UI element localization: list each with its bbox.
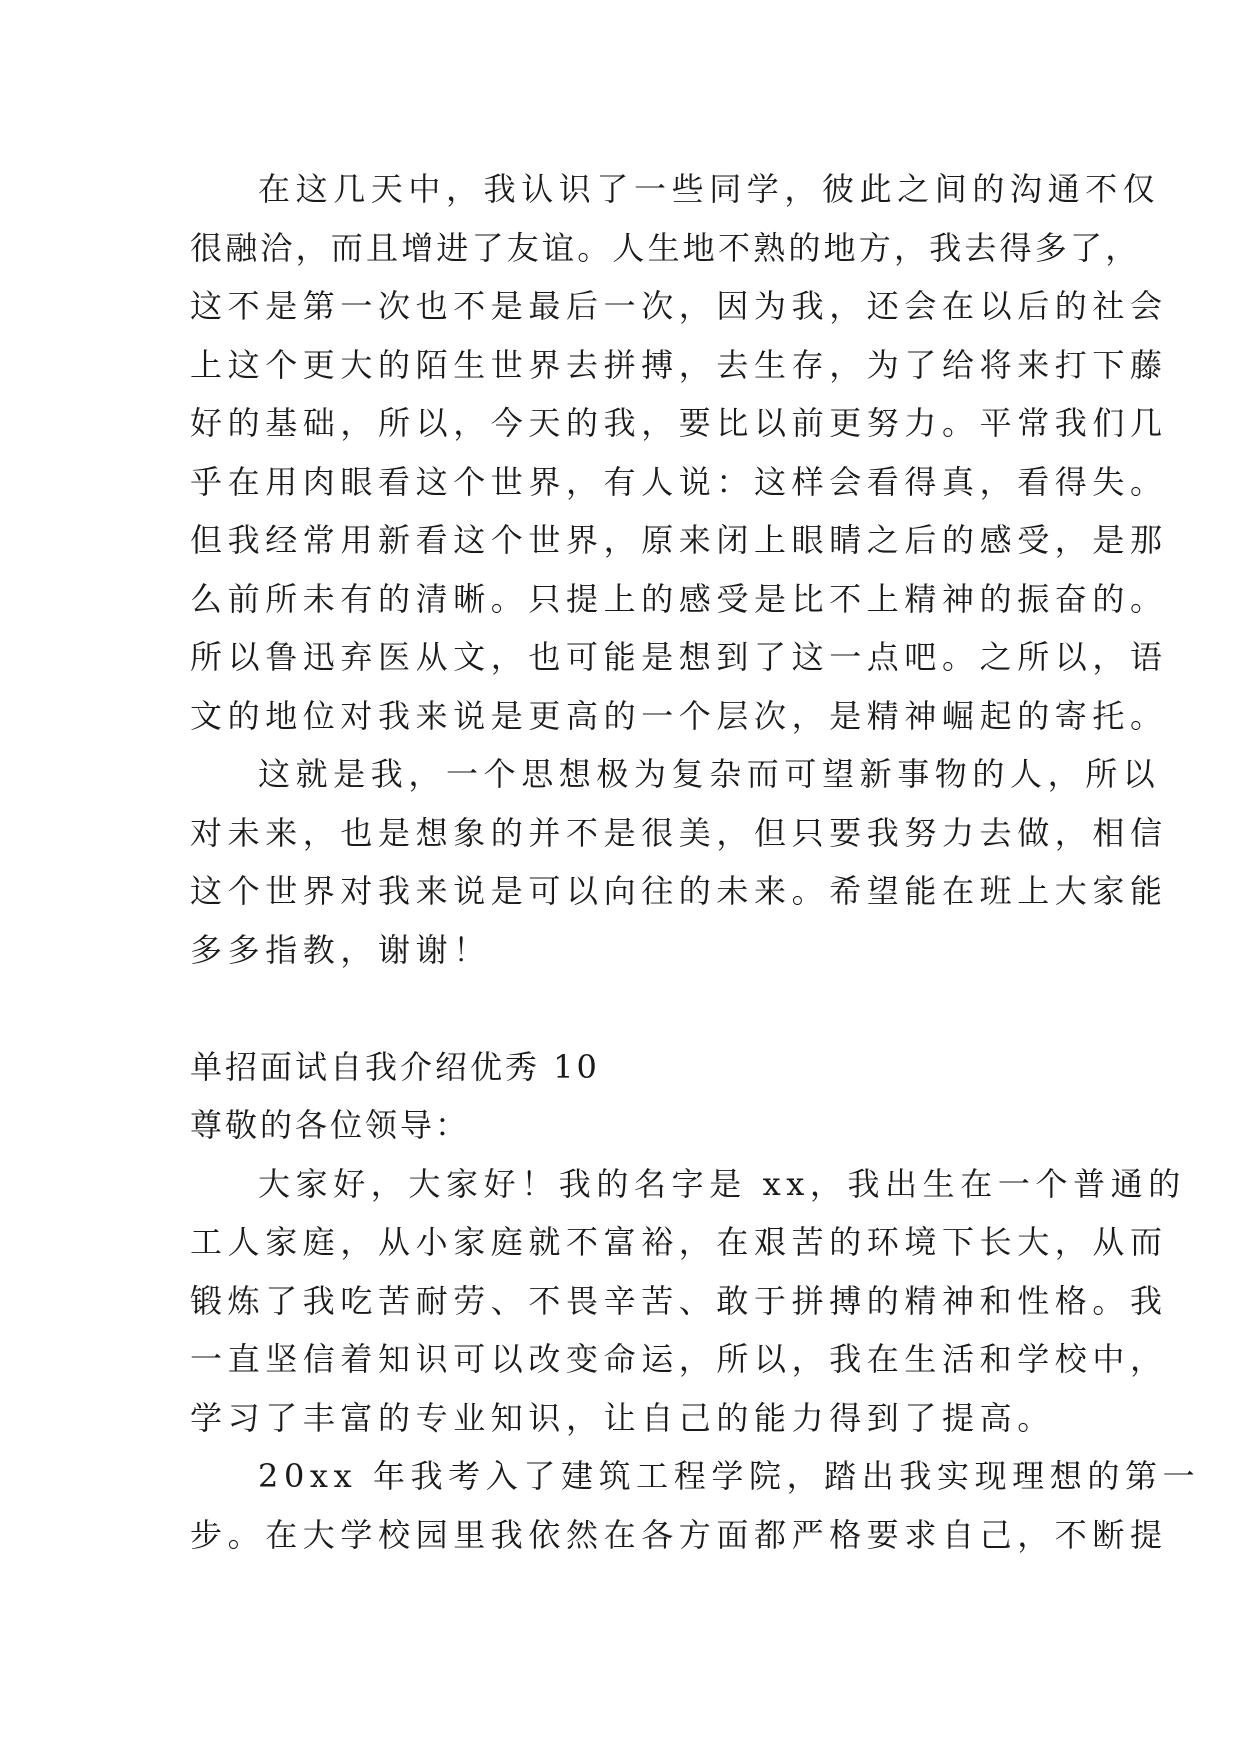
salutation: 尊敬的各位领导： [190, 1106, 471, 1144]
text-line: 但我经常用新看这个世界，原来闭上眼睛之后的感受，是那 [190, 521, 1168, 559]
paragraph [190, 745, 1168, 979]
text-line: 好的基础，所以，今天的我，要比以前更努力。平常我们几 [190, 404, 1168, 442]
text-line: 这就是我，一个思想极为复杂而可望新事物的人，所以 [258, 755, 1161, 793]
paragraph [190, 1155, 1186, 1448]
paragraph [190, 160, 1168, 745]
text-line: 这个世界对我来说是可以向往的未来。希望能在班上大家能 [190, 872, 1168, 910]
text-line: 大家好，大家好！我的名字是 xx，我出生在一个普通的 [258, 1164, 1186, 1203]
text-line: 么前所未有的清晰。只提上的感受是比不上精神的振奋的。 [190, 579, 1168, 618]
section-title: 单招面试自我介绍优秀 10 [190, 1047, 600, 1086]
text-line: 学习了丰富的专业知识，让自己的能力得到了提高。 [190, 1398, 1055, 1437]
text-line: 步。在大学校园里我依然在各方面都严格要求自己，不断提 [190, 1515, 1168, 1554]
text-line: 文的地位对我来说是更高的一个层次，是精神崛起的寄托。 [190, 696, 1168, 735]
text-line: 工人家庭，从小家庭就不富裕，在艰苦的环境下长大，从而 [190, 1223, 1168, 1261]
text-line: 20xx 年我考入了建筑工程学院，踏出我实现理想的第一 [258, 1457, 1201, 1495]
text-line: 上这个更大的陌生世界去拼搏，去生存，为了给将来打下藤 [190, 345, 1168, 384]
document-body [190, 160, 1201, 1564]
text-line: 这不是第一次也不是最后一次，因为我，还会在以后的社会 [190, 287, 1168, 325]
text-line: 一直坚信着知识可以改变命运，所以，我在生活和学校中， [190, 1340, 1168, 1378]
text-line: 很融洽，而且增进了友谊。人生地不熟的地方，我去得多了， [190, 228, 1141, 267]
text-line: 对未来，也是想象的并不是很美，但只要我努力去做，相信 [190, 813, 1168, 852]
blank-line [190, 979, 1060, 1038]
text-line: 所以鲁迅弃医从文，也可能是想到了这一点吧。之所以，语 [190, 638, 1168, 676]
text-line: 锻炼了我吃苦耐劳、不畏辛苦、敢于拼搏的精神和性格。我 [190, 1281, 1168, 1320]
text-line: 乎在用肉眼看这个世界，有人说：这样会看得真，看得失。 [190, 462, 1168, 501]
text-line: 在这几天中，我认识了一些同学，彼此之间的沟通不仅 [258, 170, 1161, 208]
paragraph [190, 1447, 1201, 1564]
text-line: 多多指教，谢谢！ [190, 930, 491, 969]
